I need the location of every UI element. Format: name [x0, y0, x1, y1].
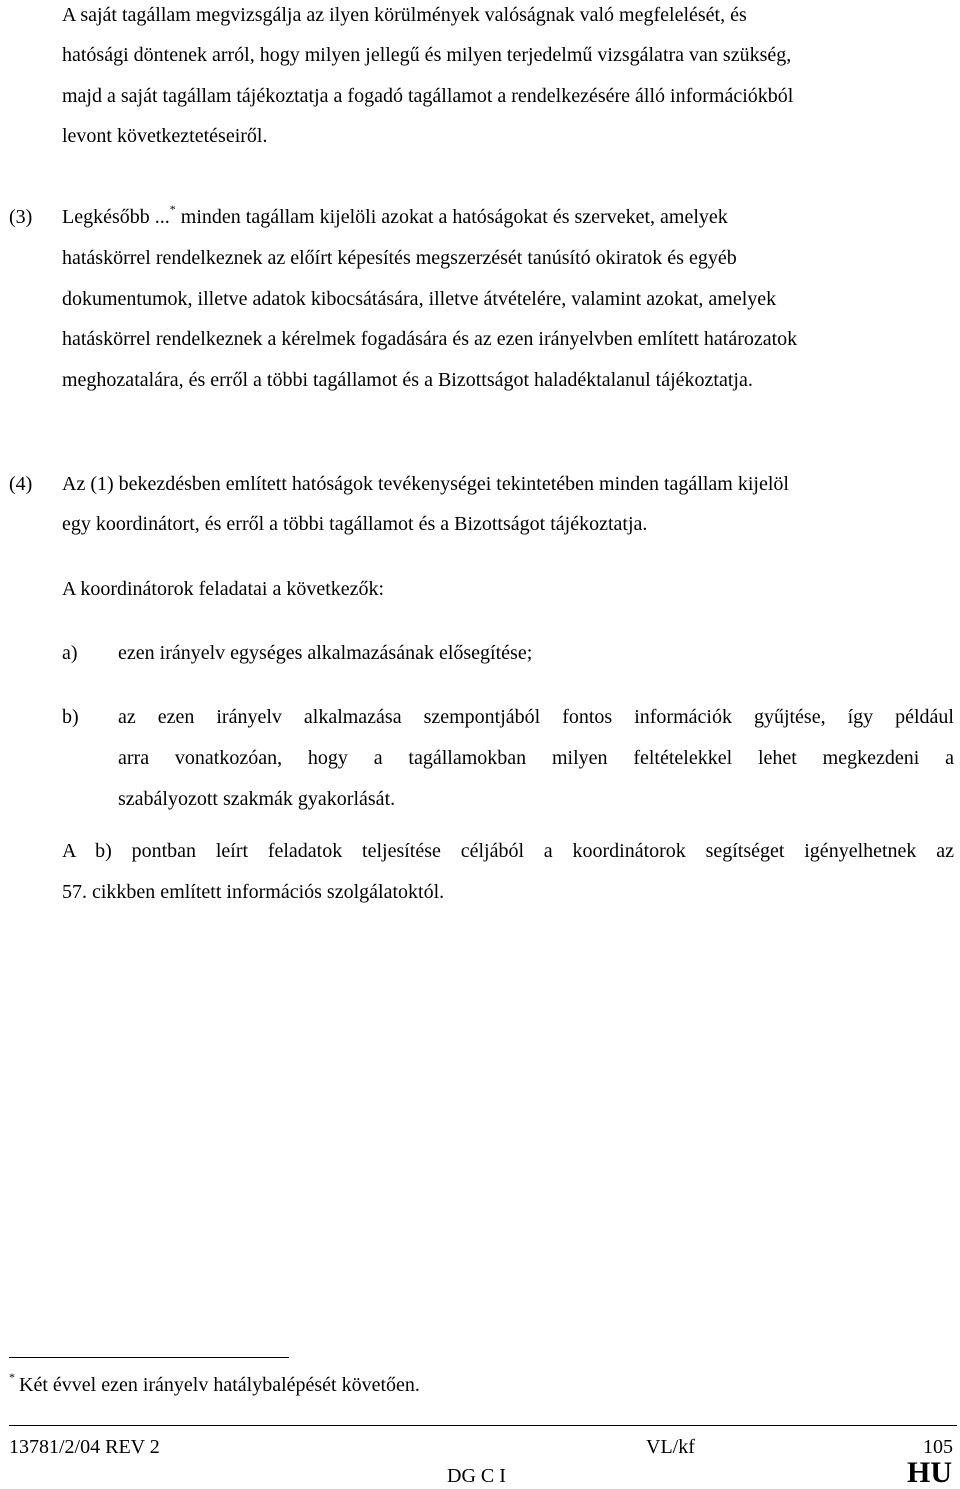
intro-line: majd a saját tagállam tájékoztatja a fogadó tagállamot a rendelkezésére álló információkból [62, 85, 794, 107]
footnote-separator [9, 1357, 289, 1358]
intro-line: hatósági döntenek arról, hogy milyen jellegű és milyen terjedelmű vizsgálatra van szükség, [62, 44, 792, 66]
list-item-b-line: az ezen irányelv alkalmazása szempontjából fontos információk gyűjtése, így például [118, 706, 954, 728]
footnote-text: Két évvel ezen irányelv hatálybalépését követően. [19, 1374, 420, 1396]
paragraph-4-line: Az (1) bekezdésben említett hatóságok tevékenységei tekintetében minden tagállam kijelöl [62, 473, 789, 495]
paragraph-3-line: meghozatalára, és erről a többi tagállamot és a Bizottságot haladéktalanul tájékoztatja. [62, 369, 753, 391]
list-item-letter-a: a) [62, 642, 78, 664]
footnote-mark: * [9, 1370, 15, 1385]
author-initials: VL/kf [646, 1436, 695, 1458]
footnote-reference[interactable]: * [169, 202, 176, 217]
paragraph-3-first-line-rest: minden tagállam kijelöli azokat a hatóságokat és szerveket, amelyek [175, 206, 728, 228]
paragraph-number: (3) [9, 206, 33, 228]
footnote [9, 1370, 420, 1397]
tasks-intro: A koordinátorok feladatai a következők: [62, 578, 385, 600]
intro-line: A saját tagállam megvizsgálja az ilyen körülmények valóságnak való megfelelését, és [62, 4, 747, 26]
paragraph-3-line: dokumentumok, illetve adatok kibocsátására, illetve átvételére, valamint azokat, amelyek [62, 288, 777, 310]
paragraph-3-line: hatáskörrel rendelkeznek a kérelmek fogadására és az ezen irányelvben említett határozatok [62, 328, 798, 350]
paragraph-3-line: hatáskörrel rendelkeznek az előírt képesítés megszerzését tanúsító okiratok és egyéb [62, 247, 737, 269]
list-item-letter-b: b) [62, 706, 79, 728]
list-item-a-text: ezen irányelv egységes alkalmazásának elősegítése; [118, 642, 533, 664]
footer-separator [9, 1425, 957, 1426]
closing-line: A b) pontban leírt feladatok teljesítése céljából a koordinátorok segítséget igényelhetnek az [62, 840, 954, 862]
paragraph-3-first-line [62, 202, 728, 229]
closing-line: 57. cikkben említett információs szolgálatoktól. [62, 881, 445, 903]
list-item-b-line: szabályozott szakmák gyakorlását. [118, 788, 396, 810]
deadline-text: Legkésőbb ... [62, 206, 170, 228]
page-number: 105 [923, 1436, 953, 1458]
intro-line: levont következtetéseiről. [62, 125, 268, 147]
list-item-b-line: arra vonatkozóan, hogy a tagállamokban milyen feltételekkel lehet megkezdeni a [118, 747, 954, 769]
paragraph-4-line: egy koordinátort, és erről a többi tagállamot és a Bizottságot tájékoztatja. [62, 513, 648, 535]
directorate-general: DG C I [447, 1465, 506, 1487]
doc-reference: 13781/2/04 REV 2 [9, 1436, 160, 1458]
language-code: HU [907, 1456, 952, 1489]
paragraph-number: (4) [9, 473, 33, 495]
